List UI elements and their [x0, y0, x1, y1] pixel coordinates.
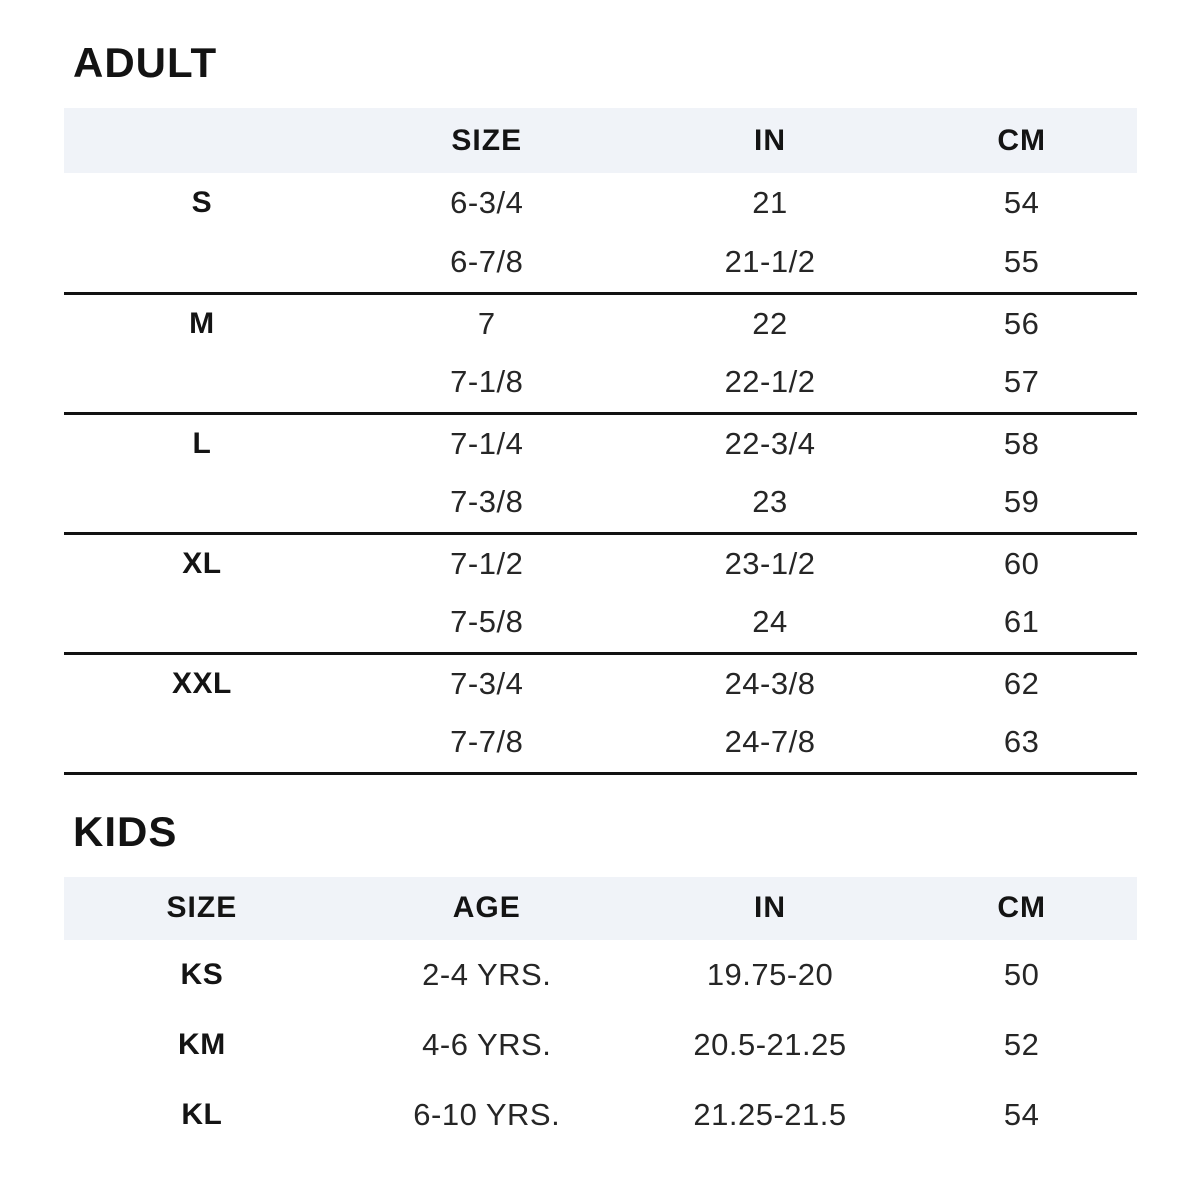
value-cell: 19.75-20: [706, 956, 834, 992]
kids-table-header: [64, 877, 1137, 940]
table-row: [64, 653, 1137, 713]
value-cell: 7: [477, 305, 496, 341]
value-cell: 57: [1003, 364, 1040, 400]
value-cell: 54: [1003, 1096, 1040, 1132]
size-label-cell: [64, 473, 340, 533]
value-cell: 22-1/2: [724, 364, 816, 400]
value-cell: 7-7/8: [450, 724, 524, 760]
value-cell: 4-6 YRS.: [422, 1026, 552, 1062]
value-cell: 7-1/8: [450, 364, 524, 400]
value-cell: 58: [1003, 425, 1040, 461]
value-cell: 22-3/4: [724, 425, 816, 461]
value-cell: 50: [1003, 956, 1040, 992]
adult-size-group: [64, 173, 1137, 293]
value-cell: 6-7/8: [450, 244, 524, 280]
value-cell: 7-1/4: [450, 425, 524, 461]
adult-size-group: [64, 533, 1137, 653]
value-cell: 63: [1003, 724, 1040, 760]
kids-header-row: [64, 877, 1137, 940]
table-row: [64, 233, 1137, 293]
column-header-cm: CM: [997, 123, 1046, 157]
size-label-cell: XXL: [171, 666, 232, 700]
value-cell: 54: [1003, 185, 1040, 220]
table-row: [64, 293, 1137, 353]
size-label-cell: S: [191, 186, 213, 219]
value-cell: 22: [752, 305, 788, 341]
column-header-size: SIZE: [166, 891, 238, 924]
kids-table-body: [64, 940, 1137, 1150]
size-label-cell: [64, 713, 340, 773]
adult-size-group: [64, 653, 1137, 773]
value-cell: 52: [1003, 1026, 1040, 1062]
value-cell: 62: [1003, 665, 1040, 701]
size-label-cell: [64, 353, 340, 413]
value-cell: 7-1/2: [450, 545, 524, 581]
value-cell: 2-4 YRS.: [422, 956, 552, 992]
table-row: [64, 173, 1137, 233]
value-cell: 60: [1003, 545, 1040, 581]
value-cell: 61: [1003, 604, 1040, 640]
value-cell: 7-3/4: [450, 665, 524, 701]
value-cell: 23-1/2: [724, 545, 816, 581]
size-label-cell: [64, 233, 340, 293]
size-label-cell: XL: [182, 546, 222, 580]
adult-size-group: [64, 413, 1137, 533]
value-cell: 21-1/2: [724, 244, 816, 280]
table-row: [64, 713, 1137, 773]
value-cell: 55: [1003, 244, 1040, 280]
value-cell: 7-3/8: [450, 484, 524, 520]
column-header-cm: CM: [997, 891, 1046, 924]
table-row: [64, 1010, 1137, 1080]
adult-header-row: [64, 108, 1137, 173]
table-row: [64, 940, 1137, 1010]
value-cell: 24-7/8: [724, 724, 816, 760]
size-label-cell: KS: [180, 957, 224, 991]
value-cell: 59: [1003, 484, 1040, 520]
value-cell: 21: [752, 185, 788, 220]
adult-size-table: [64, 108, 1137, 775]
size-label-cell: KM: [178, 1027, 226, 1061]
column-header-age: AGE: [452, 891, 521, 924]
table-row: [64, 353, 1137, 413]
size-label-cell: M: [189, 306, 215, 340]
table-row: [64, 413, 1137, 473]
value-cell: 24-3/8: [724, 665, 816, 701]
column-header-blank: [64, 108, 340, 173]
adult-table-header: [64, 108, 1137, 173]
column-header-in: IN: [754, 123, 787, 157]
value-cell: 21.25-21.5: [693, 1096, 847, 1132]
size-label-cell: L: [192, 426, 212, 460]
adult-section-title: ADULT: [73, 39, 218, 86]
adult-size-group: [64, 293, 1137, 413]
value-cell: 6-10 YRS.: [413, 1096, 561, 1132]
table-row: [64, 533, 1137, 593]
value-cell: 20.5-21.25: [693, 1026, 847, 1062]
size-label-cell: KL: [181, 1097, 223, 1131]
value-cell: 6-3/4: [450, 185, 524, 220]
value-cell: 23: [752, 484, 788, 520]
value-cell: 24: [752, 604, 788, 640]
column-header-in: IN: [754, 891, 787, 924]
value-cell: 7-5/8: [450, 604, 524, 640]
kids-section-title: KIDS: [73, 807, 178, 855]
table-row: [64, 1080, 1137, 1150]
column-header-size: SIZE: [451, 123, 523, 157]
table-row: [64, 473, 1137, 533]
size-label-cell: [64, 593, 340, 653]
table-row: [64, 593, 1137, 653]
value-cell: 56: [1003, 305, 1040, 341]
kids-size-table: [64, 877, 1137, 1150]
